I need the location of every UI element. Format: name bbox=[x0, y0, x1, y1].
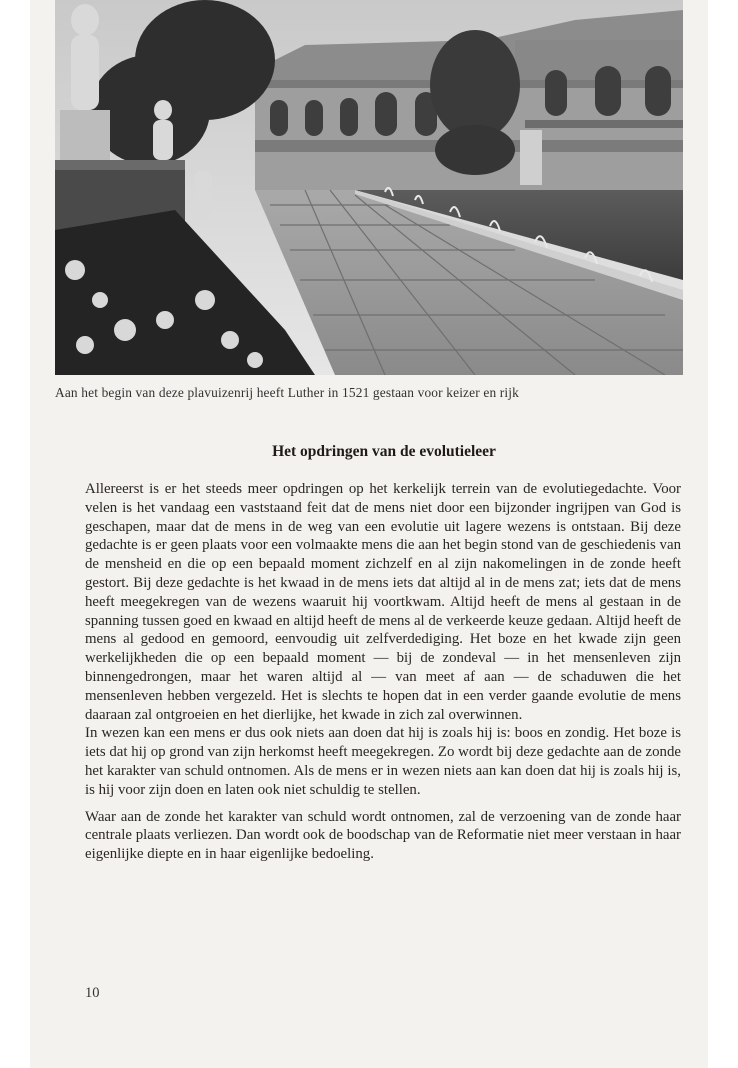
paragraph: Waar aan de zonde het karakter van schuld wordt ontnomen, zal de verzoening van de zonde haar centrale plaats verliezen. Dan wordt ook de boodschap van de Reformatie niet meer verstaan in haar eigenlijke diepte en in haar eigenlijke bedoeling. bbox=[85, 808, 681, 863]
section-heading: Het opdringen van de evolutieleer bbox=[272, 443, 496, 460]
page-number: 10 bbox=[85, 985, 100, 1001]
paragraph: Allereerst is er het steeds meer opdringen op het kerkelijk terrein van de evolutiegedachte. Voor velen is het vandaag een vaststaand feit dat de mens niet door een bijzonder ingrijpen van God is geschapen, maar dat de mens in de weg van een evolutie uit lagere wezens is ontstaan. Bij deze gedachte is er geen plaats voor een volmaakte mens die aan het begin stond van de geschiedenis van de mensheid en die op een bepaald moment zichzelf en al zijn nakomelingen in de zonde heeft gestort. Bij deze gedachte is het kwaad in de mens iets dat altijd al in de mens zat; iets dat de mens heeft meegekregen van de wezens waaruit hij voortkwam. Altijd heeft de mens al gestaan in de spanning tussen goed en kwaad en altijd heeft de mens al de verkeerde keuze gedaan. Altijd heeft de mens al gedood en gemoord, eenvoudig uit zelfverdediging. Het boze en het kwade zijn geen werkelijkheden die op een bepaald moment — bij de zondeval — in het mensenleven zijn binnengedrongen, maar het waren altijd al — van meet af aan — de schaduwen die het mensenleven hebben vergezeld. Het is slechts te hopen dat in een verder gaande evolutie de mens daaraan zal ontgroeien en het dierlijke, het kwade in zich zal overwinnen. bbox=[85, 481, 681, 723]
photo-caption: Aan het begin van deze plavuizenrij heeft Luther in 1521 gestaan voor keizer en rijk bbox=[55, 385, 519, 400]
monument bbox=[520, 130, 542, 185]
body-text bbox=[85, 480, 681, 864]
garden-photo bbox=[55, 0, 683, 375]
paragraph: In wezen kan een mens er dus ook niets aan doen dat hij is zoals hij is: boos en zondig. Het boze is iets dat hij op grond van zijn herkomst heeft meegekregen. Zo wordt bij deze gedachte aan de zonde het karakter van schuld ontnomen. Als de mens er in wezen niets aan kan doen dat hij is zoals hij is, is hij voor zijn doen en laten ook niet schuldig te stellen. bbox=[85, 725, 681, 798]
